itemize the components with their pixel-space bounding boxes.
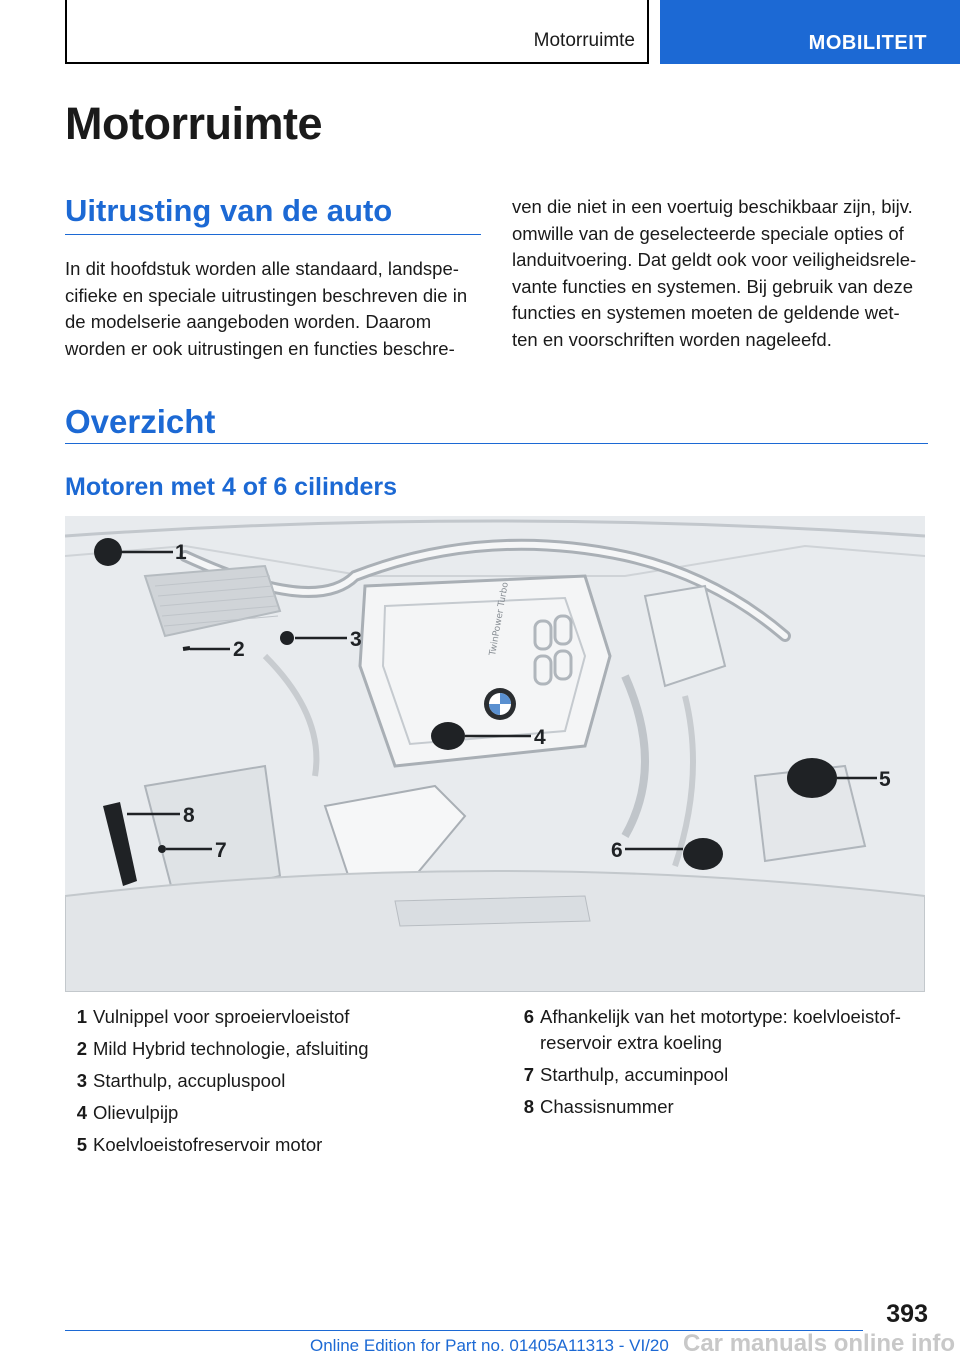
- legend-item: [512, 1004, 901, 1056]
- text-line: worden er ook uitrustingen en functies beschre‐: [65, 337, 455, 359]
- legend-number: 8: [523, 1096, 534, 1117]
- legend-text: Chassisnummer: [540, 1096, 674, 1117]
- section-heading-overview: Overzicht: [65, 403, 216, 440]
- callout-4: 4: [534, 726, 546, 749]
- intro-text-right: [512, 194, 916, 353]
- text-line: de modelserie aangeboden worden. Daarom: [65, 311, 432, 332]
- legend-text: Vulnippel voor sproeiervloeistof: [93, 1006, 350, 1027]
- legend-item: [65, 1068, 369, 1094]
- legend-number: 7: [523, 1064, 534, 1085]
- legend-item: [512, 1094, 901, 1120]
- header-chapter-tab[interactable]: [660, 0, 960, 64]
- legend-number: 6: [523, 1006, 534, 1027]
- footer-edition: Online Edition for Part no. 01405A11313 - VI/20: [310, 1336, 669, 1355]
- legend-text: Koelvloeistofreservoir motor: [93, 1134, 323, 1155]
- callout-1: 1: [175, 541, 187, 564]
- page-title: Motorruimte: [65, 98, 322, 149]
- bmw-logo-icon: [484, 688, 516, 720]
- legend-text: Mild Hybrid technologie, afsluiting: [93, 1038, 369, 1059]
- callout-6: 6: [611, 839, 623, 862]
- section-heading-rule: [65, 234, 481, 235]
- text-line: ven die niet in een voertuig beschikbaar zijn, bijv.: [512, 196, 913, 217]
- text-line: landuitvoering. Dat geldt ook voor veiligheidsrele‐: [512, 249, 917, 270]
- callout-3: 3: [350, 628, 362, 651]
- legend-text: Olievulpijp: [93, 1102, 179, 1123]
- text-line: functies en systemen moeten de geldende wet‐: [512, 302, 900, 323]
- legend-text: Starthulp, accupluspool: [93, 1070, 286, 1091]
- callout-2: 2: [233, 638, 245, 661]
- legend-item: [512, 1062, 901, 1088]
- text-line: cifieke en speciale uitrustingen beschreven die in: [65, 284, 468, 306]
- legend-item: [65, 1132, 369, 1158]
- legend-text: Starthulp, accuminpool: [540, 1064, 729, 1085]
- legend-left: [65, 1004, 369, 1164]
- legend-right: [512, 1004, 901, 1126]
- text-line: vante functies en systemen. Bij gebruik van deze: [512, 275, 914, 297]
- text-line: ten en voorschriften worden nageleefd.: [512, 328, 832, 350]
- header-chapter-tab-label: MOBILITEIT: [808, 32, 927, 54]
- legend-item: [65, 1036, 369, 1062]
- callout-5: 5: [879, 768, 891, 791]
- text-line: omwille van de geselecteerde speciale opties of: [512, 222, 904, 244]
- legend-number: 1: [76, 1006, 87, 1027]
- text-line: In dit hoofdstuk worden alle standaard, landspe‐: [65, 258, 459, 279]
- section-heading-rule: [65, 443, 928, 444]
- header-section-box: [65, 0, 649, 64]
- intro-text-left: [65, 256, 467, 362]
- legend-item: [65, 1100, 369, 1126]
- legend-number: 2: [76, 1038, 87, 1059]
- legend-number: 4: [76, 1102, 87, 1123]
- legend-text: reservoir extra koeling: [540, 1032, 722, 1053]
- subheading-engines: Motoren met 4 of 6 cilinders: [65, 473, 398, 501]
- engine-bay-illustration: [65, 516, 925, 992]
- header-section-title: Motorruimte: [533, 30, 635, 51]
- footer-watermark: Car manuals online info: [683, 1330, 956, 1357]
- section-heading-equipment: Uitrusting van de auto: [65, 193, 393, 228]
- page-number: 393: [886, 1300, 928, 1328]
- callout-7: 7: [215, 839, 227, 862]
- callout-8: 8: [183, 804, 195, 827]
- legend-item: [65, 1004, 369, 1030]
- legend-number: 5: [76, 1134, 87, 1155]
- legend-text: Afhankelijk van het motortype: koelvloeistof‐: [540, 1006, 901, 1027]
- cover-label: TwinPower Turbo: [488, 581, 511, 657]
- legend-number: 3: [76, 1070, 87, 1091]
